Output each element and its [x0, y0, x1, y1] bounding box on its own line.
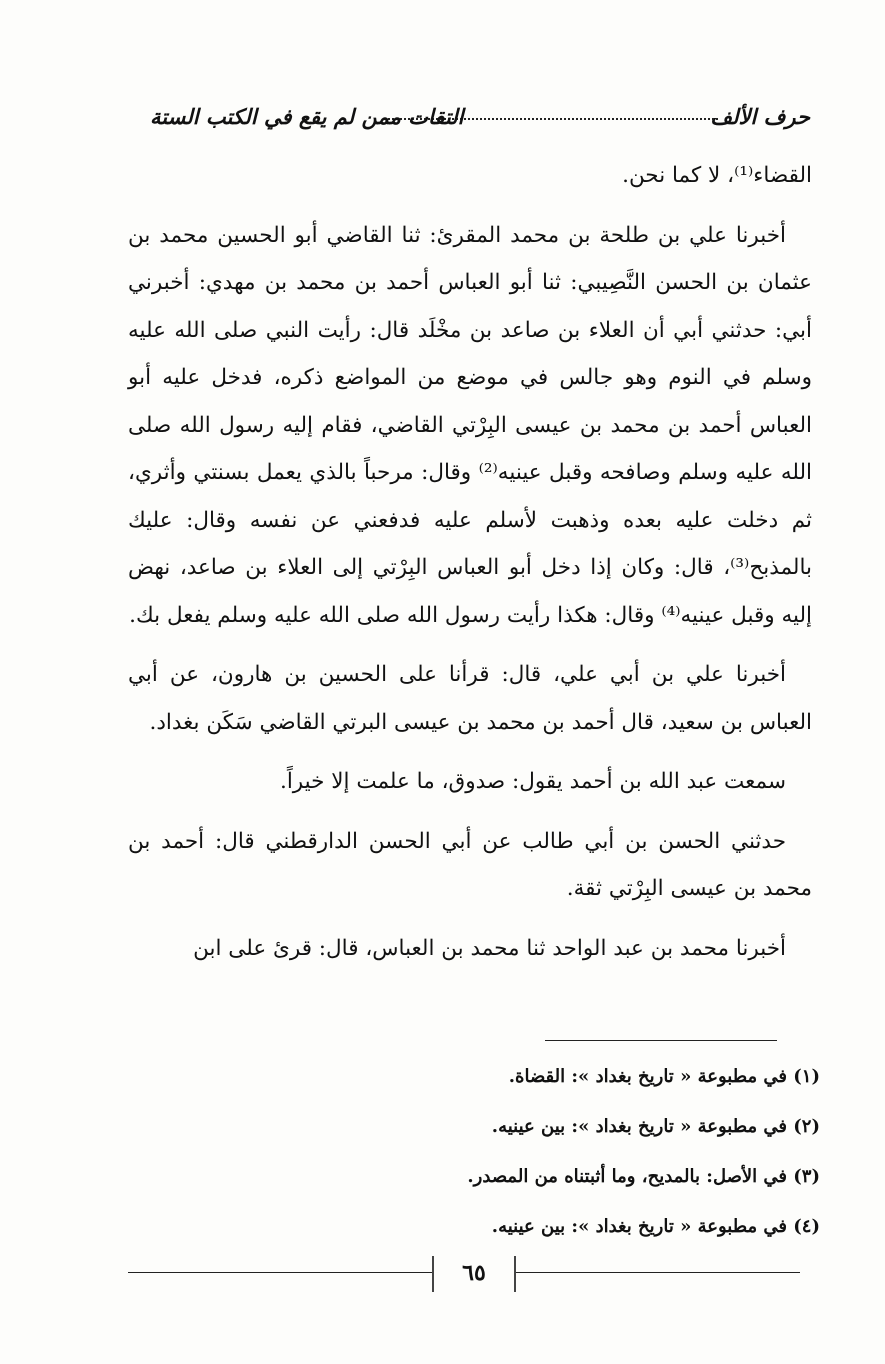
- section-title: حرف الألف: [710, 104, 810, 129]
- paragraph: القضاء⁽¹⁾، لا كما نحن.: [622, 163, 812, 188]
- footnote-separator: [545, 1040, 777, 1041]
- main-text: [128, 152, 812, 984]
- footnote: (٤) في مطبوعة « تاريخ بغداد »: بين عينيه.: [491, 1216, 820, 1237]
- footnote: (١) في مطبوعة « تاريخ بغداد »: القضاة.: [508, 1066, 820, 1087]
- running-header: [130, 98, 810, 138]
- paragraph: أخبرنا علي بن أبي علي، قال: قرأنا على الحسين بن هارون، عن أبي العباس بن سعيد، قال أحمد بن محمد بن عيسى البرتي القاضي سَكَن بغداد.: [128, 662, 812, 735]
- footnote: (٣) في الأصل: بالمديح، وما أثبتناه من المصدر.: [467, 1166, 820, 1187]
- paragraph: حدثني الحسن بن أبي طالب عن أبي الحسن الدارقطني قال: أحمد بن محمد بن عيسى البِرْتي ثقة.: [128, 828, 812, 901]
- paragraph: سمعت عبد الله بن أحمد يقول: صدوق، ما علمت إلا خيراً.: [280, 769, 786, 794]
- footnote: (٢) في مطبوعة « تاريخ بغداد »: بين عينيه.: [491, 1116, 820, 1137]
- page-number: ٦٥: [432, 1256, 516, 1292]
- book-title: التقات ممن لم يقع في الكتب الستة: [150, 104, 464, 129]
- footnotes: [130, 1052, 820, 1252]
- paragraph: أخبرنا علي بن طلحة بن محمد المقرئ: ثنا القاضي أبو الحسين محمد بن عثمان بن الحسن النَّصِيبي: ثنا أبو العباس أحمد بن محمد بن مهدي: أخبرني أبي: حدثني أبي أن العلاء بن صاعد بن مخْلَد قال: رأيت النبي صلى الله عليه وسلم في النوم وهو جالس في موضع من المواضع ذكره، فدخل عليه أبو العباس أحمد بن محمد بن عيسى البِرْتي القاضي، فقام إليه رسول الله صلى الله عليه وسلم وصافحه وقبل عينيه⁽²⁾ وقال: مرحباً بالذي يعمل بسنتي وأثري، ثم دخلت عليه بعده وذهبت لأسلم عليه فدفعني عن نفسه وقال: عليك بالمذبح⁽³⁾، قال: وكان إذا دخل أبو العباس البِرْتي إلى العلاء بن صاعد، نهض إليه وقبل عينيه⁽⁴⁾ وقال: هكذا رأيت رسول الله صلى الله عليه وسلم يفعل بك.: [128, 222, 812, 628]
- paragraph: أخبرنا محمد بن عبد الواحد ثنا محمد بن العباس، قال: قرئ على ابن: [193, 935, 786, 961]
